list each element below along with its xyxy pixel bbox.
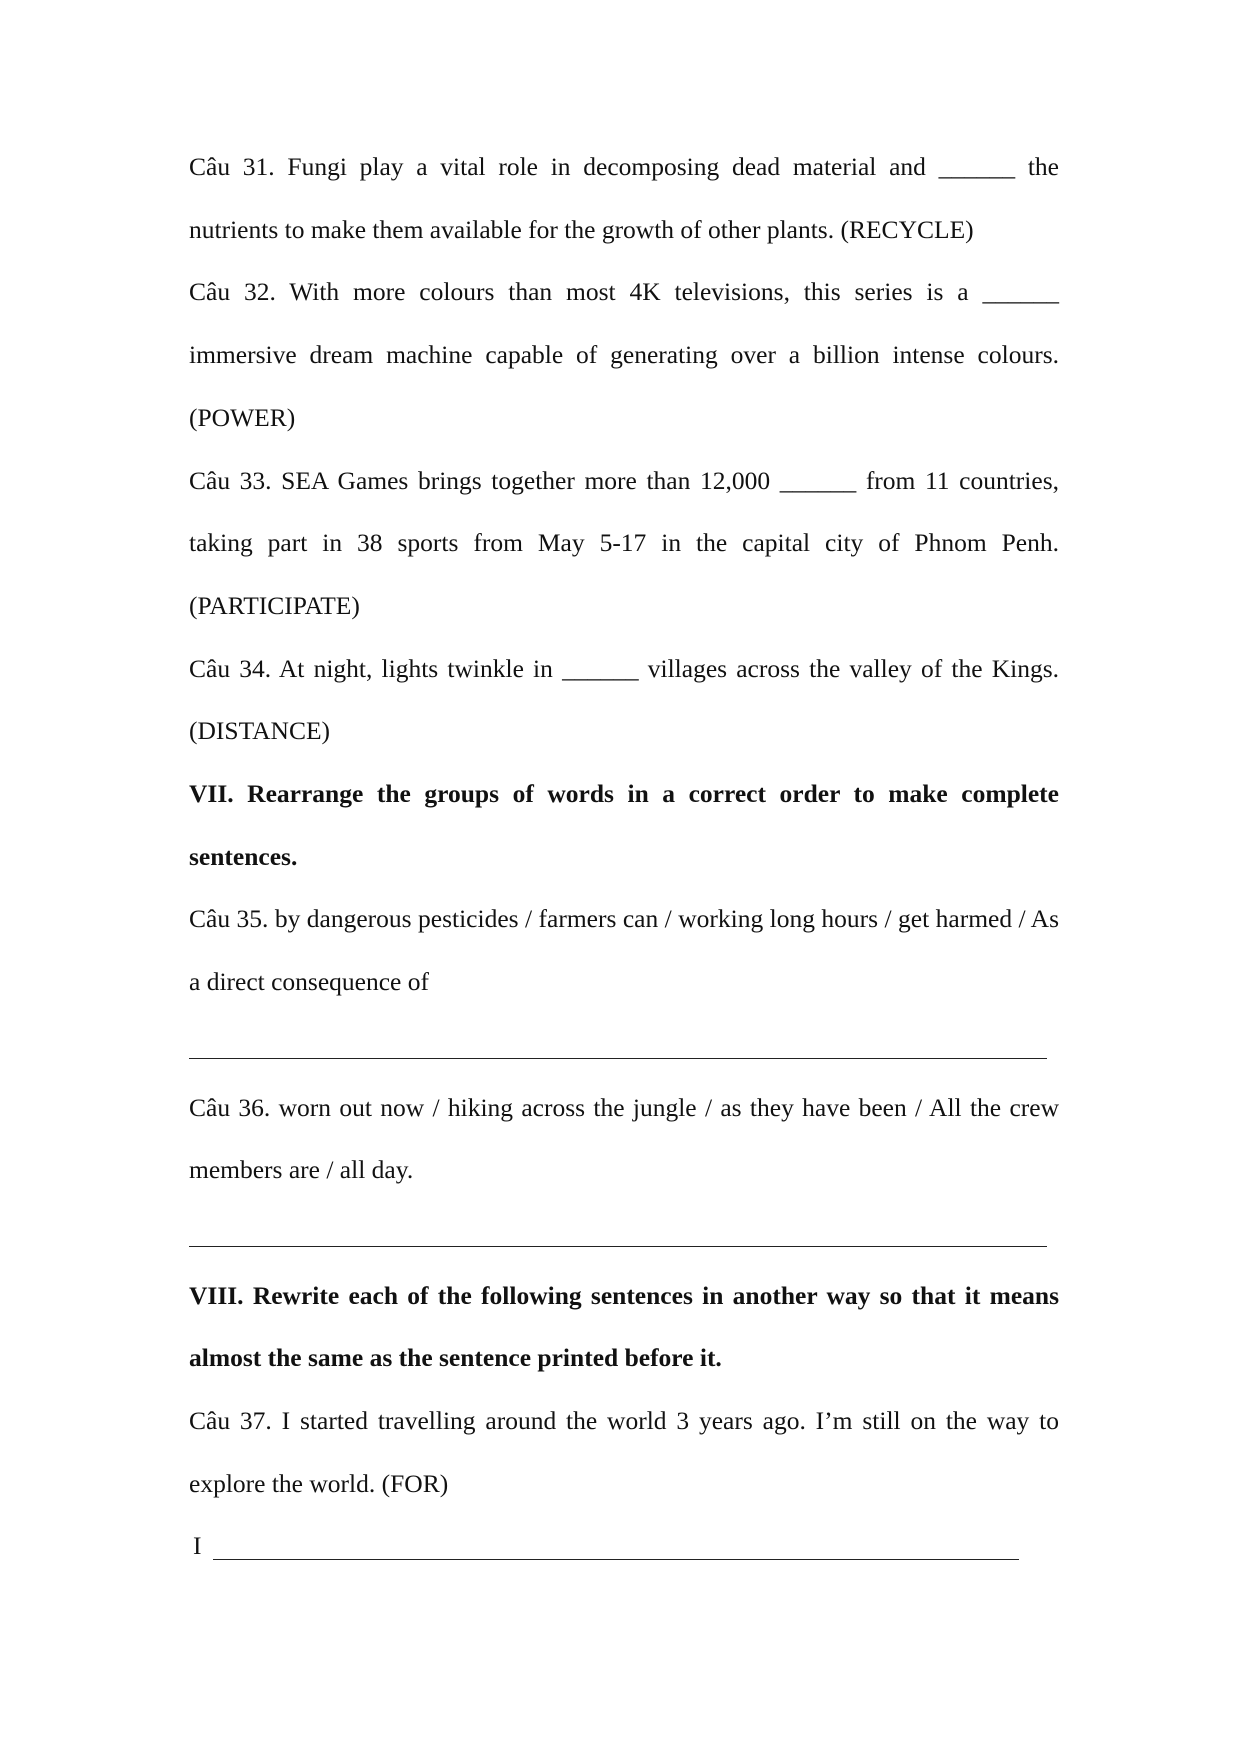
answer-line-36[interactable] [189,1202,1059,1265]
question-31: Câu 31. Fungi play a vital role in decomposing dead material and ______ the nutrients to make them available for the growth of other plants. (RECYCLE) [189,152,1059,244]
answer-line-35[interactable] [189,1014,1059,1077]
answer-rule [189,1246,1047,1247]
question-37: Câu 37. I started travelling around the world 3 years ago. I’m still on the way to explore the world. (FOR) [189,1406,1059,1498]
question-34: Câu 34. At night, lights twinkle in ______ villages across the valley of the Kings. (DISTANCE) [189,653,1059,746]
question-32: Câu 32. With more colours than most 4K televisions, this series is a ______ immersive dream machine capable of generating over a billion intense colours. (POWER) [189,277,1059,432]
section-7-heading: VII. Rearrange the groups of words in a correct order to make complete sentences. [189,779,1059,871]
answer-start-word: I [193,1531,202,1561]
question-33: Câu 33. SEA Games brings together more than 12,000 ______ from 11 countries, taking part in 38 sports from May 5-17 in the capital city of Phnom Penh. (PARTICIPATE) [189,465,1059,620]
answer-rule [189,1058,1047,1059]
section-8-heading: VIII. Rewrite each of the following sentences in another way so that it means almost the same as the sentence printed before it. [189,1280,1059,1373]
answer-rule [213,1559,1019,1560]
answer-line-37[interactable] [189,1515,1059,1578]
worksheet-page [189,136,1059,1578]
question-35: Câu 35. by dangerous pesticides / farmers can / working long hours / get harmed / As a direct consequence of [189,904,1059,997]
question-36: Câu 36. worn out now / hiking across the jungle / as they have been / All the crew members are / all day. [189,1092,1059,1185]
